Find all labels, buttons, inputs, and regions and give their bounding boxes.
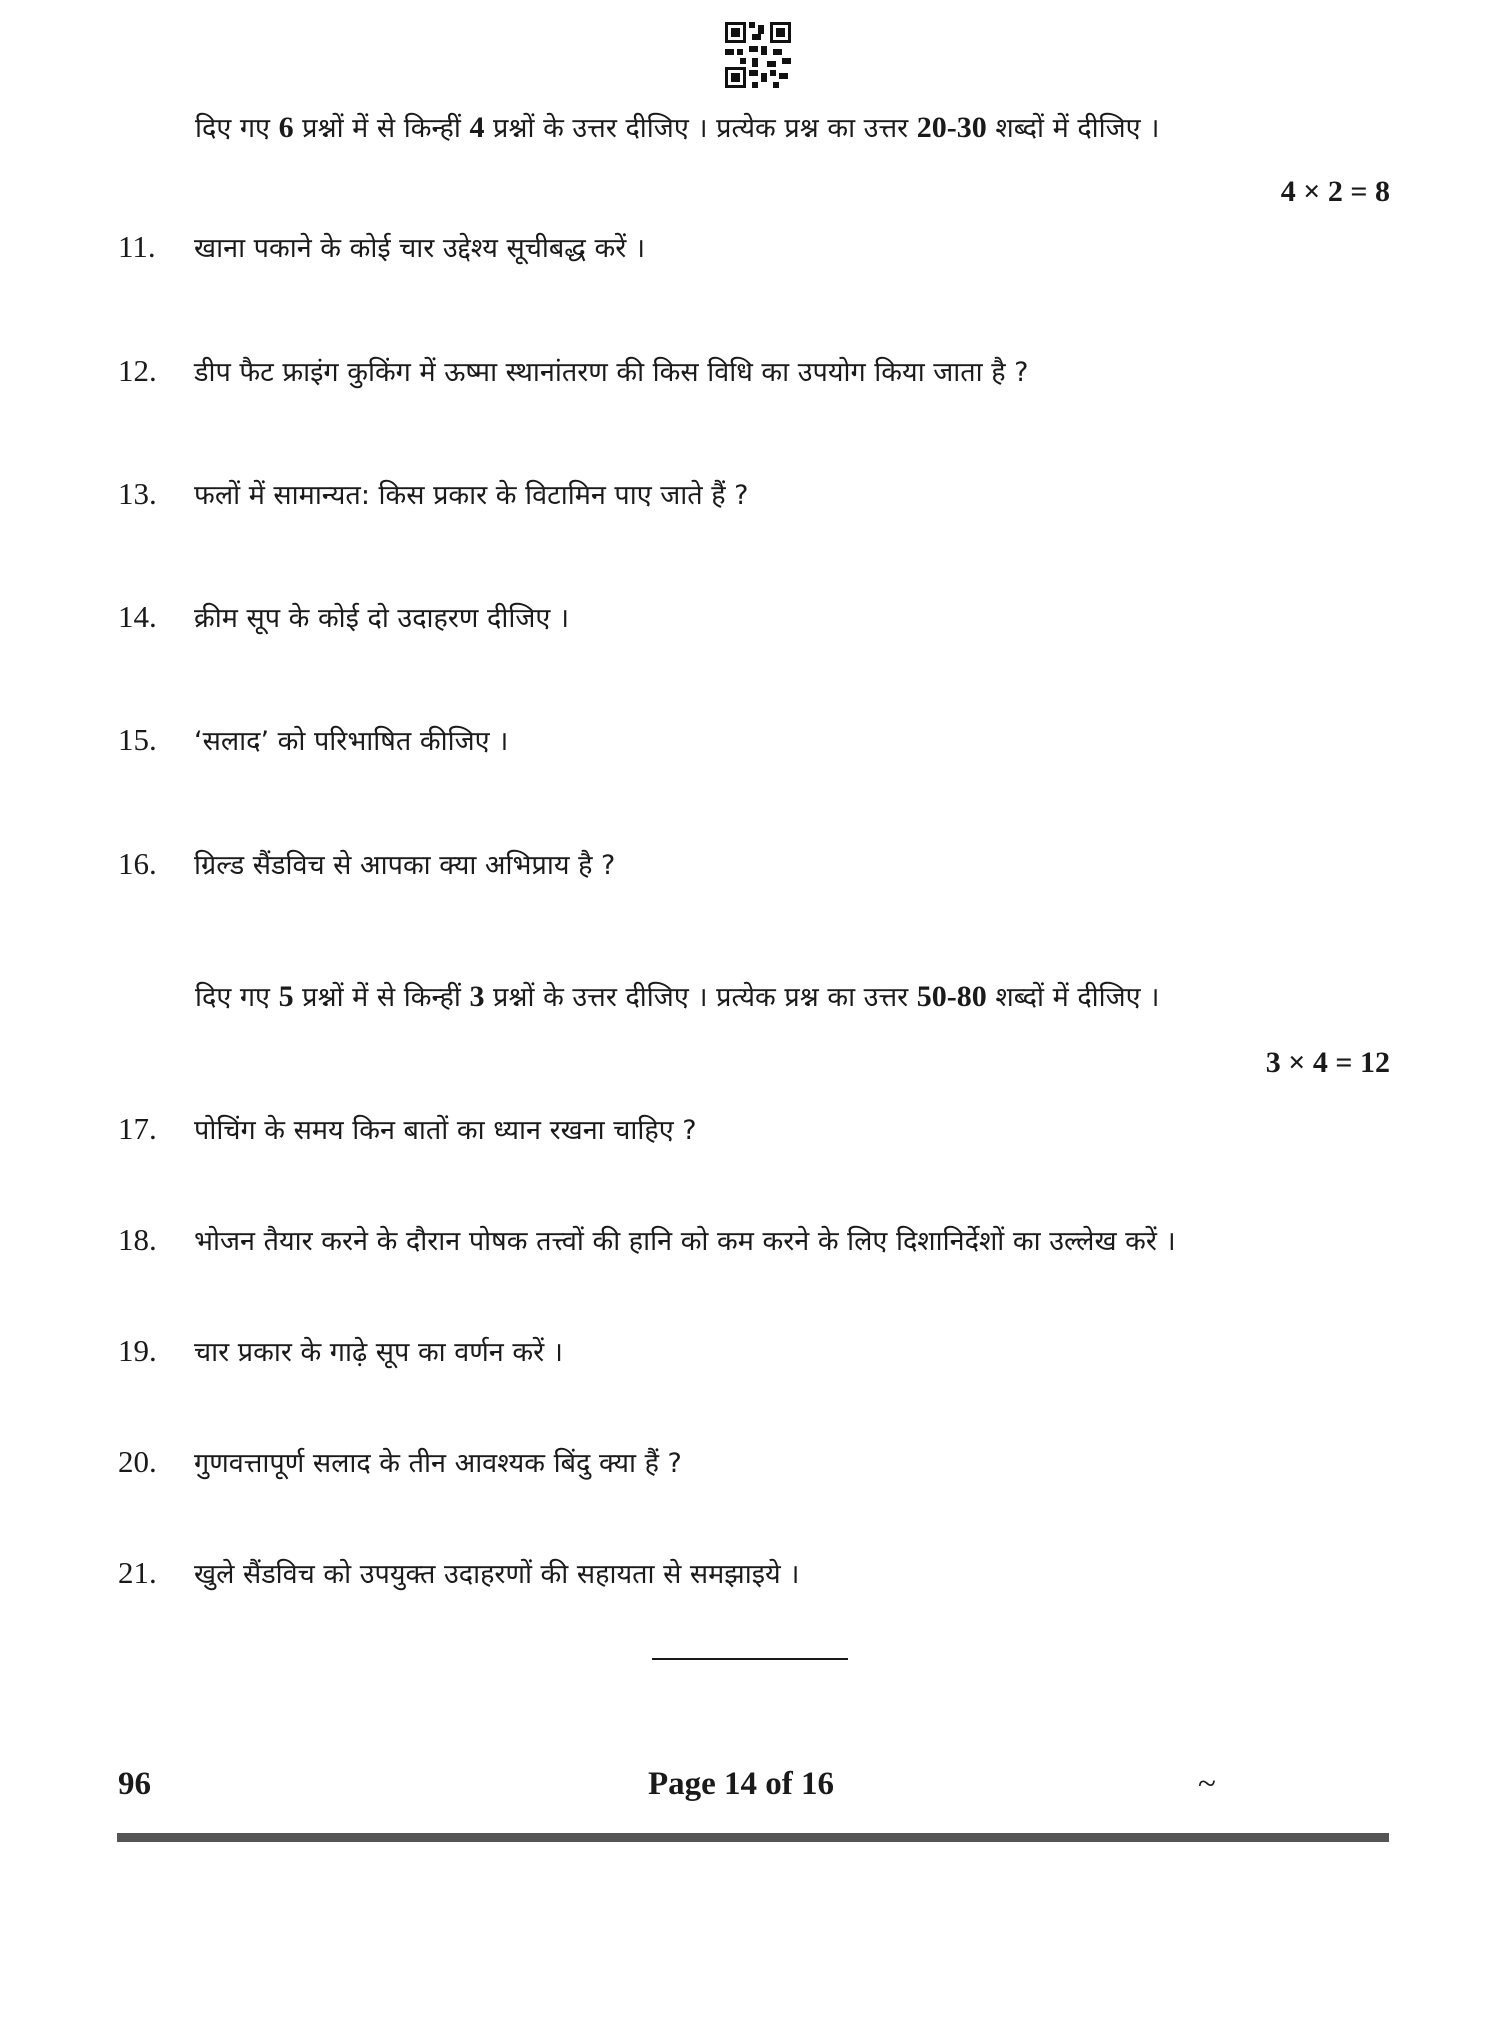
page-number: Page 14 of 16 bbox=[648, 1766, 835, 1802]
section-b-marks: 3 × 4 = 12 bbox=[1265, 1046, 1390, 1079]
question-11: 11. खाना पकाने के कोई चार उद्देश्य सूचीबद्ध करें । bbox=[118, 229, 646, 264]
section-b-instruction: दिए गए 5 प्रश्नों में से किन्हीं 3 प्रश्नों के उत्तर दीजिए । प्रत्येक प्रश्न का उत्तर 50-80 शब्दों में दीजिए । bbox=[195, 980, 1160, 1013]
question-16: 16. ग्रिल्ड सैंडविच से आपका क्या अभिप्राय है ? bbox=[118, 846, 616, 881]
question-20: 20. गुणवत्तापूर्ण सलाद के तीन आवश्यक बिंदु क्या हैं ? bbox=[118, 1444, 682, 1479]
end-of-section-line bbox=[652, 1658, 848, 1660]
question-18: 18. भोजन तैयार करने के दौरान पोषक तत्त्वों की हानि को कम करने के लिए दिशानिर्देशों का उल्लेख करें । bbox=[118, 1222, 1176, 1257]
footer-mark: ~ bbox=[1198, 1766, 1216, 1802]
question-21: 21. खुले सैंडविच को उपयुक्त उदाहरणों की सहायता से समझाइये । bbox=[118, 1555, 800, 1590]
question-19: 19. चार प्रकार के गाढ़े सूप का वर्णन करें । bbox=[118, 1333, 563, 1368]
footer-rule bbox=[117, 1833, 1389, 1842]
question-14: 14. क्रीम सूप के कोई दो उदाहरण दीजिए । bbox=[118, 599, 570, 634]
question-17: 17. पोचिंग के समय किन बातों का ध्यान रखना चाहिए ? bbox=[118, 1111, 697, 1146]
section-a-marks: 4 × 2 = 8 bbox=[1280, 175, 1390, 208]
question-12: 12. डीप फैट फ्राइंग कुकिंग में ऊष्मा स्थानांतरण की किस विधि का उपयोग किया जाता है ? bbox=[118, 353, 1029, 388]
question-paper-code: 96 bbox=[118, 1766, 151, 1802]
section-a-instruction: दिए गए 6 प्रश्नों में से किन्हीं 4 प्रश्नों के उत्तर दीजिए । प्रत्येक प्रश्न का उत्तर 20-30 शब्दों में दीजिए । bbox=[195, 111, 1160, 144]
qr-code-icon bbox=[725, 22, 791, 88]
question-15: 15. ‘सलाद’ को परिभाषित कीजिए । bbox=[118, 722, 509, 757]
question-13: 13. फलों में सामान्यत: किस प्रकार के विटामिन पाए जाते हैं ? bbox=[118, 476, 749, 511]
